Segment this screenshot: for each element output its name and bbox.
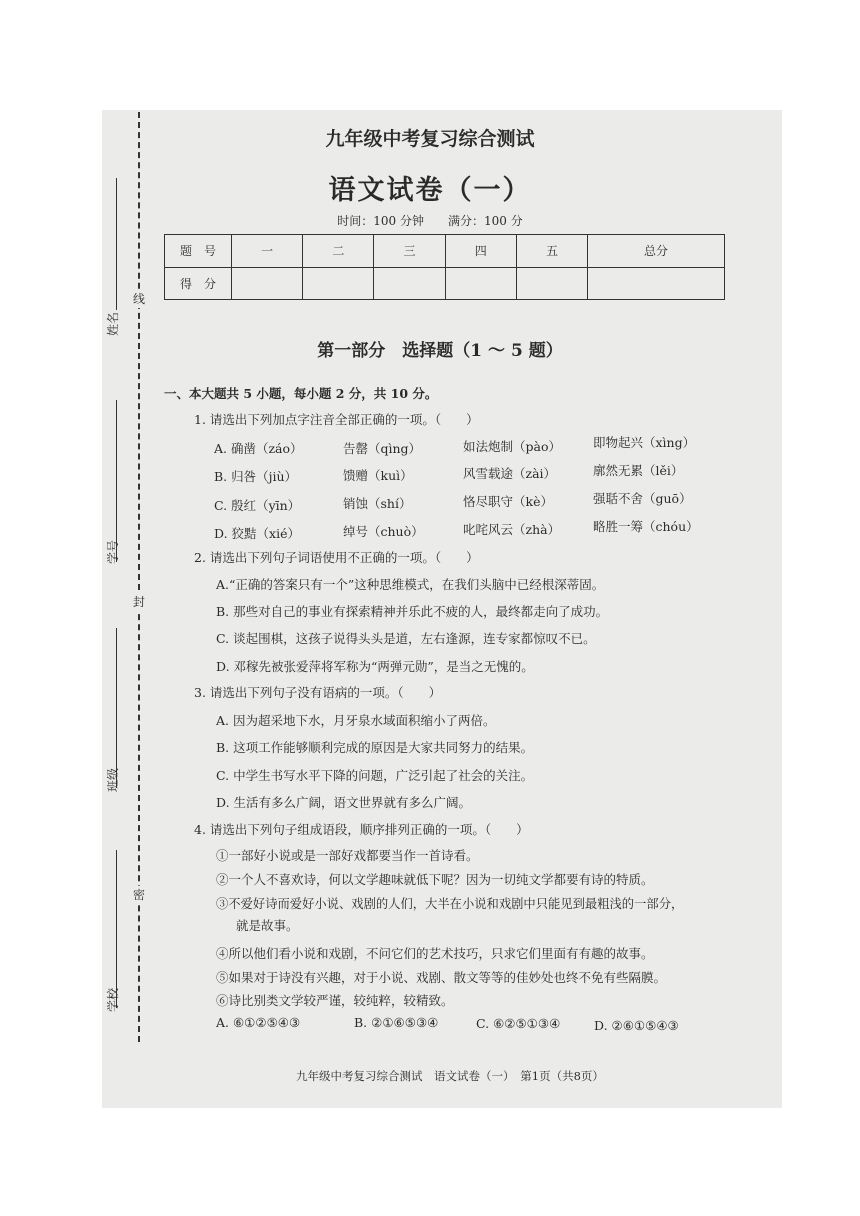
student-id-label: 学号 [106,539,120,564]
bind-word-mi: 密 [132,888,145,902]
q1-a-2: 告罄（qìng） [343,441,422,456]
q2-option-b: B. 那些对自己的事业有探索精神并乐此不疲的人，最终都走向了成功。 [216,604,609,619]
q3-option-d: D. 生活有多么广阔，语文世界就有多么广阔。 [216,795,472,810]
q4-option-b: B. ②①⑥⑤③④ [354,1015,439,1030]
q3-stem: 3. 请选出下列句子没有语病的一项。（ ） [194,685,442,700]
q1-b-3: 风雪载途（zài） [463,466,557,481]
school-label: 学校 [106,987,120,1012]
score-cell[interactable] [516,267,587,300]
q1-d-2: 绰号（chuò） [343,524,424,539]
score-cell[interactable] [588,267,725,300]
class-fill-line [116,628,117,788]
q2-option-d: D. 邓稼先被张爱萍将军称为“两弹元勋”，是当之无愧的。 [216,659,534,674]
q3-option-a: A. 因为超采地下水，月牙泉水域面积缩小了两倍。 [216,713,496,728]
q1-c-1: C. 殷红（yīn） [214,498,301,513]
q2-option-c: C. 谈起围棋，这孩子说得头头是道，左右逢源，连专家都惊叹不已。 [216,631,596,646]
column-header: 二 [303,235,374,268]
exam-title: 九年级中考复习综合测试 [325,128,535,150]
score-cell[interactable] [232,267,303,300]
score-table [164,234,725,300]
q3-option-b: B. 这项工作能够顺利完成的原因是大家共同努力的结果。 [216,740,534,755]
q2-option-a: A.“正确的答案只有一个”这种思维模式，在我们头脑中已经根深蒂固。 [216,577,605,592]
q2-stem: 2. 请选出下列句子词语使用不正确的一项。（ ） [194,550,479,565]
row-label: 题 号 [165,235,232,268]
school-fill-line [116,850,117,1008]
q4-sentence-2: ②一个人不喜欢诗，何以文学趣味就低下呢？因为一切纯文学都要有诗的特质。 [216,872,654,887]
table-row [165,267,725,300]
q1-c-2: 销蚀（shí） [343,496,412,511]
bind-word-feng: 封 [132,595,145,609]
column-header: 四 [445,235,516,268]
paper-title: 语文试卷（一） [328,175,532,206]
q4-option-a: A. ⑥①②⑤④③ [216,1015,301,1030]
column-header: 总分 [588,235,725,268]
q4-option-c: C. ⑥②⑤①③④ [476,1016,561,1031]
column-header: 一 [232,235,303,268]
q1-d-1: D. 狡黠（xié） [214,526,300,541]
q4-sentence-5: ⑤如果对于诗没有兴趣，对于小说、戏剧、散文等等的佳妙处也终不免有些隔膜。 [216,970,667,985]
q1-stem: 1. 请选出下列加点字注音全部正确的一项。（ ） [194,412,479,427]
q1-b-4: 廓然无累（lěi） [593,463,684,478]
class-label: 班级 [106,767,120,792]
q1-b-1: B. 归咎（jiù） [214,469,298,484]
exam-meta: 时间：100 分钟 满分：100 分 [337,214,523,228]
q1-a-1: A. 确凿（záo） [214,441,303,456]
page-footer: 九年级中考复习综合测试 语文试卷（一） 第1页（共8页） [296,1069,604,1083]
q4-stem: 4. 请选出下列句子组成语段，顺序排列正确的一项。（ ） [194,822,529,837]
column-header: 五 [516,235,587,268]
q4-sentence-4: ④所以他们看小说和戏剧，不问它们的艺术技巧，只求它们里面有有趣的故事。 [216,946,654,961]
score-cell[interactable] [445,267,516,300]
column-header: 三 [374,235,445,268]
q4-sentence-3: ③不爱好诗而爱好小说、戏剧的人们，大半在小说和戏剧中只能见到最粗浅的一部分， [216,897,684,911]
student-id-fill-line [116,400,117,562]
name-label: 姓名 [106,311,120,336]
q3-option-c: C. 中学生书写水平下降的问题，广泛引起了社会的关注。 [216,768,534,783]
table-row [165,235,725,268]
score-cell[interactable] [374,267,445,300]
score-cell[interactable] [303,267,374,300]
q4-sentence-1: ①一部好小说或是一部好戏都要当作一首诗看。 [216,848,479,863]
bind-word-xian: 线 [132,292,145,306]
q1-a-3: 如法炮制（pào） [463,439,561,454]
q4-sentence-3-cont: 就是故事。 [236,918,299,933]
section-title: 第一部分 选择题（1 ～ 5 题） [317,341,563,361]
q1-a-4: 即物起兴（xìng） [593,435,696,450]
row-label: 得 分 [165,267,232,300]
section-instruction: 一、本大题共 5 小题，每小题 2 分，共 10 分。 [164,386,438,401]
q4-option-d: D. ②⑥①⑤④③ [594,1018,679,1033]
q1-d-3: 叱咤风云（zhà） [463,522,561,537]
q1-c-3: 恪尽职守（kè） [463,494,553,509]
q1-b-2: 馈赠（kuì） [343,468,413,483]
q1-c-4: 强聒不舍（guō） [593,491,692,506]
q1-d-4: 略胜一筹（chóu） [593,519,699,534]
q4-sentence-6: ⑥诗比别类文学较严谨，较纯粹，较精致。 [216,993,454,1008]
